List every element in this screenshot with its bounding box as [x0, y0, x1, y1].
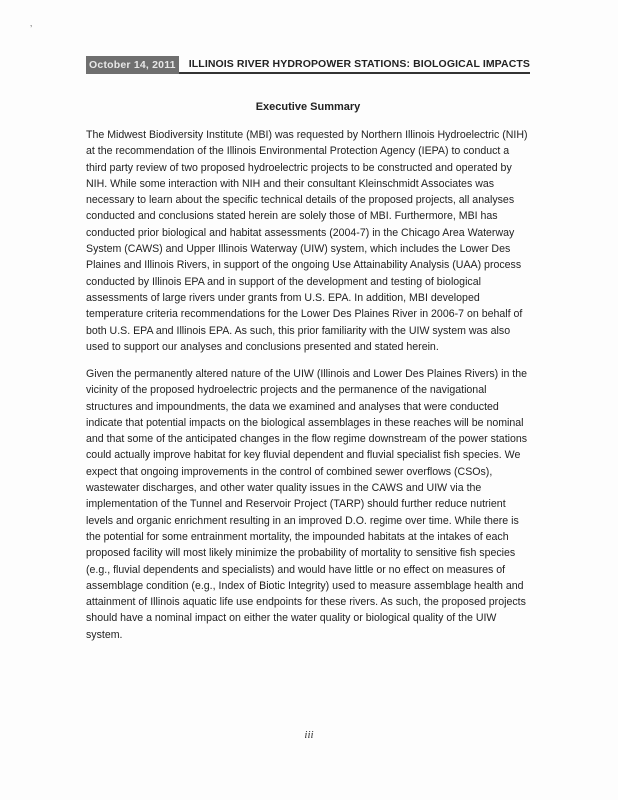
page-header [86, 56, 530, 74]
page-number: iii [304, 729, 314, 741]
scan-mark: ’ [30, 24, 33, 35]
paragraph-2: Given the permanently altered nature of the UIW (Illinois and Lower Des Plaines Rivers) in the vicinity of the proposed hydroelectric projects and the permanence of the navigational structures and impoundments, the data we examined and analyses that were conducted indicate that potential impacts on the biological assemblages in these reaches will be nominal and that some of the anticipated changes in the flow regime downstream of the power stations could actually improve habitat for key fluvial dependent and fluvial specialist fish species. We expect that ongoing improvements in the control of combined sewer overflows (CSOs), wastewater discharges, and other water quality issues in the CAWS and UIW via the implementation of the Tunnel and Reservoir Project (TARP) should further reduce nutrient levels and organic enrichment resulting in an improved D.O. regime over time. While there is the potential for some entrainment mortality, the impounded habitats at the intakes of each proposed facility will most likely minimize the probability of mortality to sensitive fish species (e.g., fluvial dependents and specialists) and would have little or no effect on measures of assemblage condition (e.g., Index of Biotic Integrity) used to measure assemblage health and attainment of Illinois aquatic life use endpoints for these rivers. As such, the proposed projects should have a nominal impact on either the water quality or biological quality of the UIW system. [86, 368, 528, 641]
paragraph-1: The Midwest Biodiversity Institute (MBI) was requested by Northern Illinois Hydroelectric (NIH) at the recommendation of the Illinois Environmental Protection Agency (IEPA) to conduct a third party review of two proposed hydroelectric projects to be constructed and operated by NIH. While some interaction with NIH and their consultant Kleinschmidt Associates was necessary to learn about the specific technical details of the proposed projects, all analyses conducted and conclusions stated herein are solely those of MBI. Furthermore, MBI has conducted prior biological and habitat assessments (2004-7) in the Chicago Area Waterway System (CAWS) and Upper Illinois Waterway (UIW) system, which includes the Lower Des Plaines and Illinois Rivers, in support of the ongoing Use Attainability Analysis (UAA) process conducted by Illinois EPA and in support of the development and testing of biological assessments of large rivers under grants from U.S. EPA. In addition, MBI developed temperature criteria recommendations for the Lower Des Plaines River in 2006-7 on behalf of both U.S. EPA and Illinois EPA. As such, this prior familiarity with the UIW system was also used to support our analyses and conclusions presented and stated herein. [86, 129, 528, 353]
header-date: October 14, 2011 [86, 56, 179, 74]
section-title: Executive Summary [255, 101, 361, 113]
header-title: ILLINOIS RIVER HYDROPOWER STATIONS: BIOLOGICAL IMPACTS [179, 56, 530, 74]
